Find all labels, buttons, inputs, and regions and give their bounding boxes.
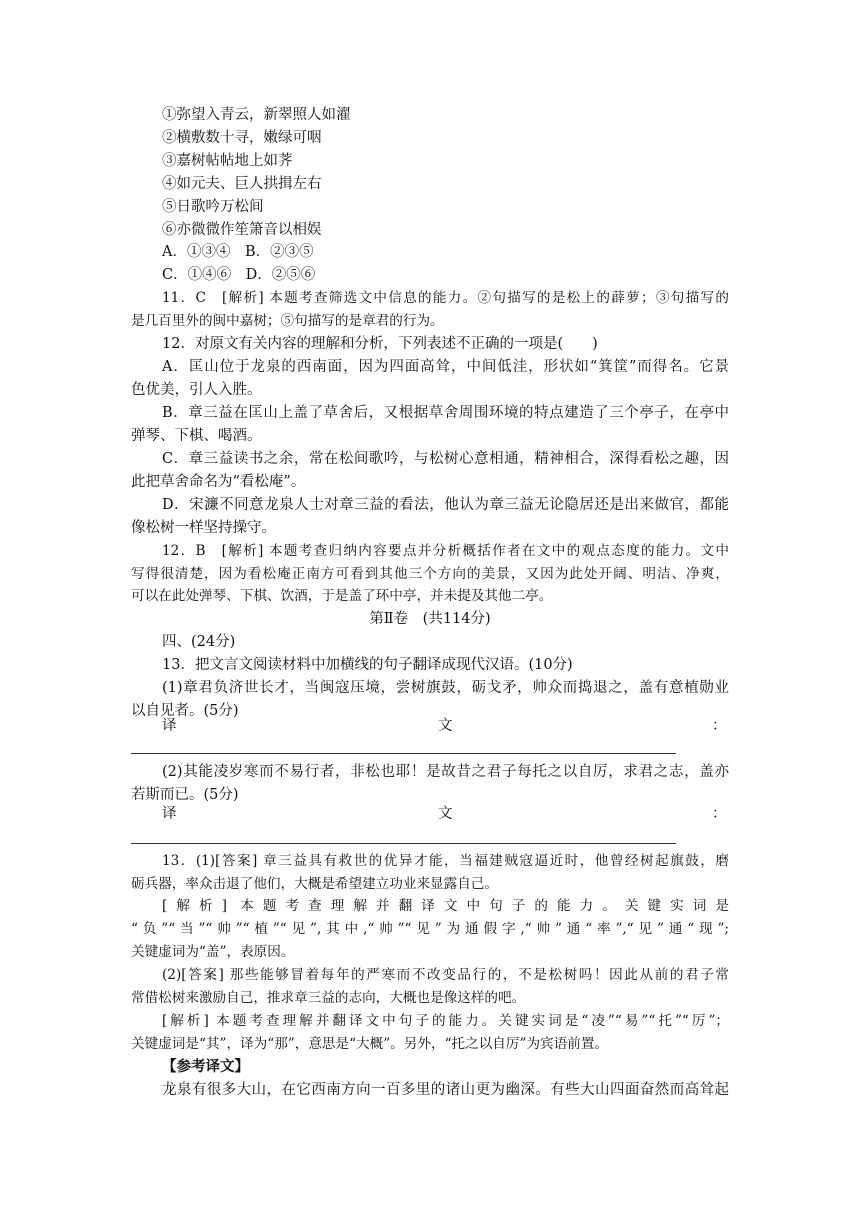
q13-sentence-2-b: 若斯而已。(5分) [131,787,239,803]
option-6: ⑥亦微微作笙箫音以相娱 [162,222,322,238]
q13-sentence-1-a: (1)章君负济世长才，当闽寇压境，尝树旗鼓，砺戈矛，帅众而捣退之，盖有意植勋业 [162,680,729,696]
q13-sentence-1-b: 以自见者。(5分) [131,703,239,719]
translation-label-yi: 译 [162,718,177,734]
option-1: ①弥望入青云，新翠照人如濯 [162,107,351,123]
q12-option-c-2: 此把草舍命名为“看松庵”。 [131,474,306,490]
question-12-stem: 12．对原文有关内容的理解和分析，下列表述不正确的一项是( ) [162,336,598,352]
q12-option-c-1: C．章三益读书之余，常在松间歌吟，与松树心意相通，精神相合，深得看松之趣，因 [162,451,729,467]
reference-translation-title: 【参考译文】 [162,1058,249,1075]
answer-12-line-1: 12．B [解析] 本题考查归纳内容要点并分析概括作者在文中的观点态度的能力。文中 [162,543,729,559]
answer-13-line-6: (2)[答案] 那些能够冒着每年的严寒而不改变品行的，不是松树吗！因此从前的君子常 [162,967,729,983]
translation-label-wen: 文 [438,718,453,734]
answer-11-line-2: 是几百里外的闽中嘉树；⑤句描写的是章君的行为。 [131,313,444,329]
choice-cd: C．①④⑥ D．②⑤⑥ [162,267,316,283]
q12-option-a-1: A．匡山位于龙泉的西南面，因为四面高耸，中间低洼，形状如“箕筐”而得名。它景 [162,359,729,375]
answer-13-line-3: [解析] 本题考查理解并翻译文中句子的能力。关键实词是 [162,898,729,914]
q12-option-d-2: 像松树一样坚持操守。 [131,520,276,536]
translation-label-colon-2: ： [712,806,727,822]
translation-label-colon: ： [712,718,727,734]
answer-13-line-4: “负”“当”“帅”“植”“见”,其中,“帅”“见”为通假字,“帅”通“率”,“见”通“现”; [131,921,729,937]
answer-13-line-1: 13．(1)[答案] 章三益具有救世的优异才能，当福建贼寇逼近时，他曾经树起旗鼓，磨 [162,853,729,869]
answer-12-line-3: 可以在此处弹琴、下棋、饮酒，于是盖了环中亭，并未提及其他二亭。 [131,588,553,604]
answer-11-line-1: 11．C [解析] 本题考查筛选文中信息的能力。②句描写的是松上的薜萝；③句描写的 [162,290,729,306]
q12-option-d-1: D．宋濂不同意龙泉人士对章三益的看法，他认为章三益无论隐居还是出来做官，都能 [162,497,729,513]
q12-option-b-1: B．章三益在匡山上盖了草舍后，又根据草舍周围环境的特点建造了三个亭子，在亭中 [162,405,729,421]
answer-13-line-2: 砺兵器，率众击退了他们，大概是希望建立功业来显露自己。 [131,876,499,892]
q12-option-b-2: 弹琴、下棋、喝酒。 [131,428,262,444]
option-3: ③嘉树帖帖地上如荠 [162,153,293,169]
choice-ab: A．①③④ B．②③⑤ [162,244,314,260]
q12-option-a-2: 色优美，引人入胜。 [131,382,262,398]
option-2: ②横敷数十寻，嫩绿可咽 [162,130,322,146]
option-4: ④如元夫、巨人拱揖左右 [162,176,322,192]
answer-13-line-8: [解析] 本题考查理解并翻译文中句子的能力。关键实词是“凌”“易”“托”“厉”； [162,1013,729,1029]
translation-label-yi-2: 译 [162,806,177,822]
answer-13-line-7: 常借松树来激励自己，推求章三益的志向，大概也是像这样的吧。 [131,990,526,1006]
answer-13-line-9: 关键虚词是“其”，译为“那”，意思是“大概”。另外，“托之以自厉”为宾语前置。 [131,1036,609,1052]
answer-13-line-5: 关键虚词为“盖”，表原因。 [131,944,295,960]
q13-sentence-2-a: (2)其能凌岁寒而不易行者，非松也耶！是故昔之君子每托之以自厉，求君之志，盖亦 [162,764,729,780]
option-5: ⑤日歌吟万松间 [162,199,264,215]
answer-blank-line-1[interactable] [131,753,676,754]
part-four-heading: 四、(24分) [162,634,236,650]
translation-label-wen-2: 文 [438,806,453,822]
question-13-stem: 13．把文言文阅读材料中加横线的句子翻译成现代汉语。(10分) [162,657,573,673]
section-title: 第Ⅱ卷 (共114分) [369,611,491,627]
answer-12-line-2: 写得很清楚，因为看松庵正南方可看到其他三个方向的美景，又因为此处开阔、明洁、净爽， [131,566,729,582]
reference-translation-text: 龙泉有很多大山，在它西南方向一百多里的诸山更为幽深。有些大山四面奋然而高耸起 [162,1082,729,1098]
answer-blank-line-2[interactable] [131,843,676,844]
